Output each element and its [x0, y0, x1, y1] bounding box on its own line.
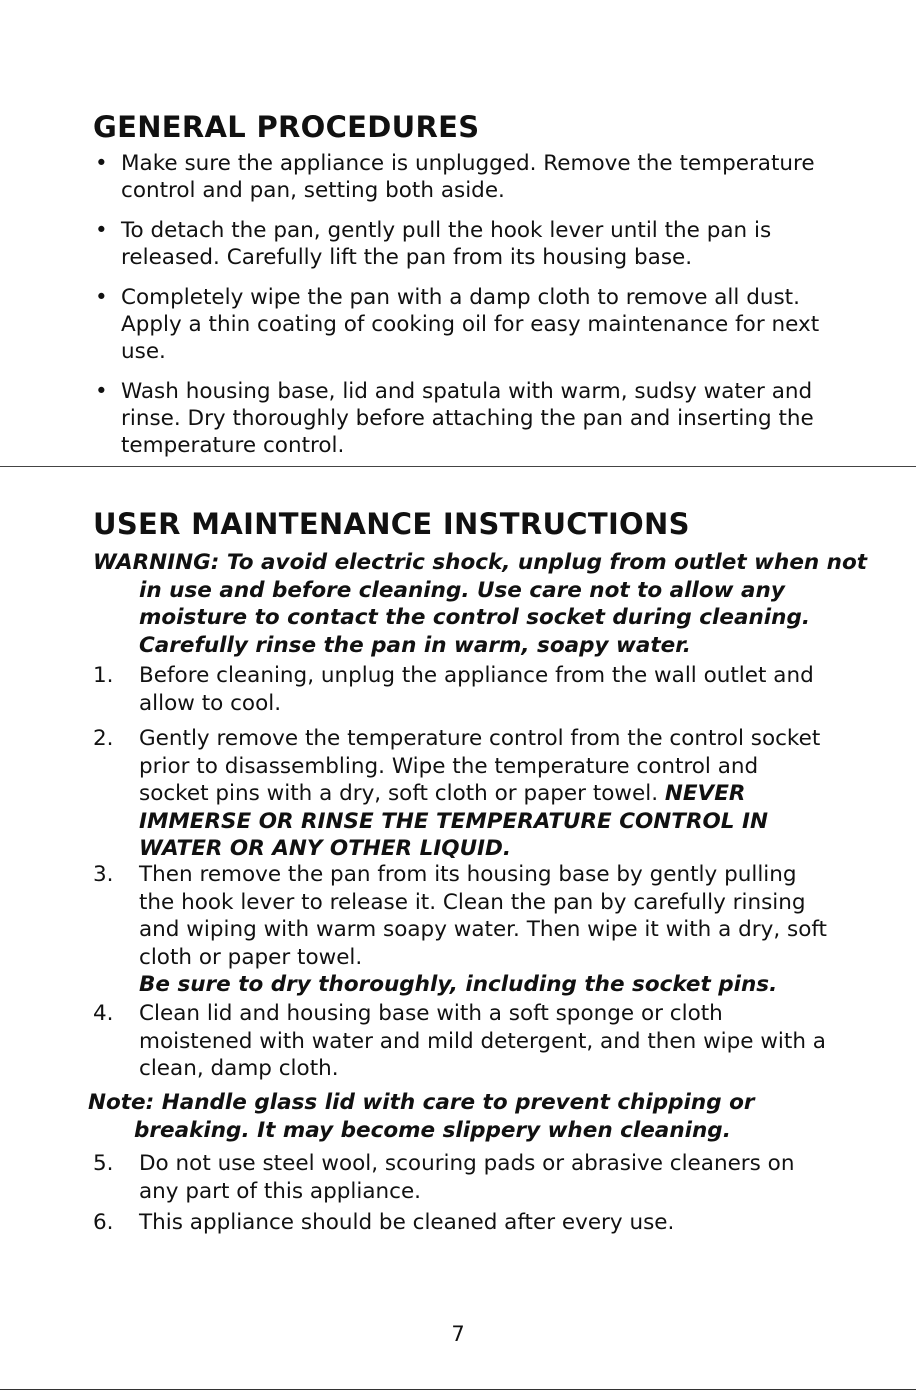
warning-label: WARNING: — [93, 550, 220, 575]
step-warning: Be sure to dry thoroughly, including the socket pins. — [139, 972, 778, 997]
step-number: 4. — [93, 1001, 114, 1026]
list-item: • Completely wipe the pan with a damp cloth to remove all dust. Apply a thin coating of cooking oil for easy maintenance for next use. — [93, 284, 833, 365]
step-warning: NEVER IMMERSE OR RINSE THE TEMPERATURE CONTROL IN WATER OR ANY OTHER LIQUID. — [139, 781, 768, 861]
step-text: Before cleaning, unplug the appliance from the wall outlet and allow to cool. — [139, 663, 814, 716]
step-text: Clean lid and housing base with a soft sponge or cloth moistened with water and mild detergent, and then wipe with a clean, damp cloth. — [139, 1001, 826, 1081]
list-item: • To detach the pan, gently pull the hook lever until the pan is released. Carefully lift the pan from its housing base. — [93, 217, 833, 271]
general-procedures-list — [93, 150, 833, 472]
list-item: • Make sure the appliance is unplugged. Remove the temperature control and pan, setting both aside. — [93, 150, 833, 204]
step-text: Gently remove the temperature control from the control socket prior to disassembling. Wipe the temperature control and socket pins with a dry, soft cloth or paper towel. — [139, 726, 821, 806]
user-maintenance-heading: USER MAINTENANCE INSTRUCTIONS — [93, 507, 690, 541]
page-number: 7 — [451, 1322, 465, 1346]
warning-text: To avoid electric shock, unplug from outlet when not in use and before cleaning. Use care not to allow any moisture to contact the control socket during cleaning. Carefully rinse the pan in warm, soapy water. — [139, 550, 868, 658]
step-number: 5. — [93, 1151, 114, 1176]
step-text: Then remove the pan from its housing base by gently pulling the hook lever to release it. Clean the pan by carefully rinsing and wiping with warm soapy water. Then wipe it with a dry, soft cloth or paper towel. — [139, 862, 827, 970]
general-procedures-heading: GENERAL PROCEDURES — [93, 110, 480, 144]
warning-paragraph — [93, 549, 879, 659]
step-number: 2. — [93, 726, 114, 751]
note-paragraph — [88, 1089, 874, 1144]
list-item: • Wash housing base, lid and spatula with warm, sudsy water and rinse. Dry thoroughly before attaching the pan and inserting the temperature control. — [93, 378, 833, 459]
section-divider — [0, 466, 916, 467]
step-number: 1. — [93, 663, 114, 688]
step-number: 6. — [93, 1210, 114, 1235]
step-number: 3. — [93, 862, 114, 887]
note-label: Note: — [88, 1090, 155, 1115]
note-text: Handle glass lid with care to prevent chipping or breaking. It may become slippery when cleaning. — [134, 1090, 755, 1143]
step-text: Do not use steel wool, scouring pads or abrasive cleaners on any part of this appliance. — [139, 1151, 795, 1204]
step-text: This appliance should be cleaned after every use. — [139, 1210, 675, 1235]
